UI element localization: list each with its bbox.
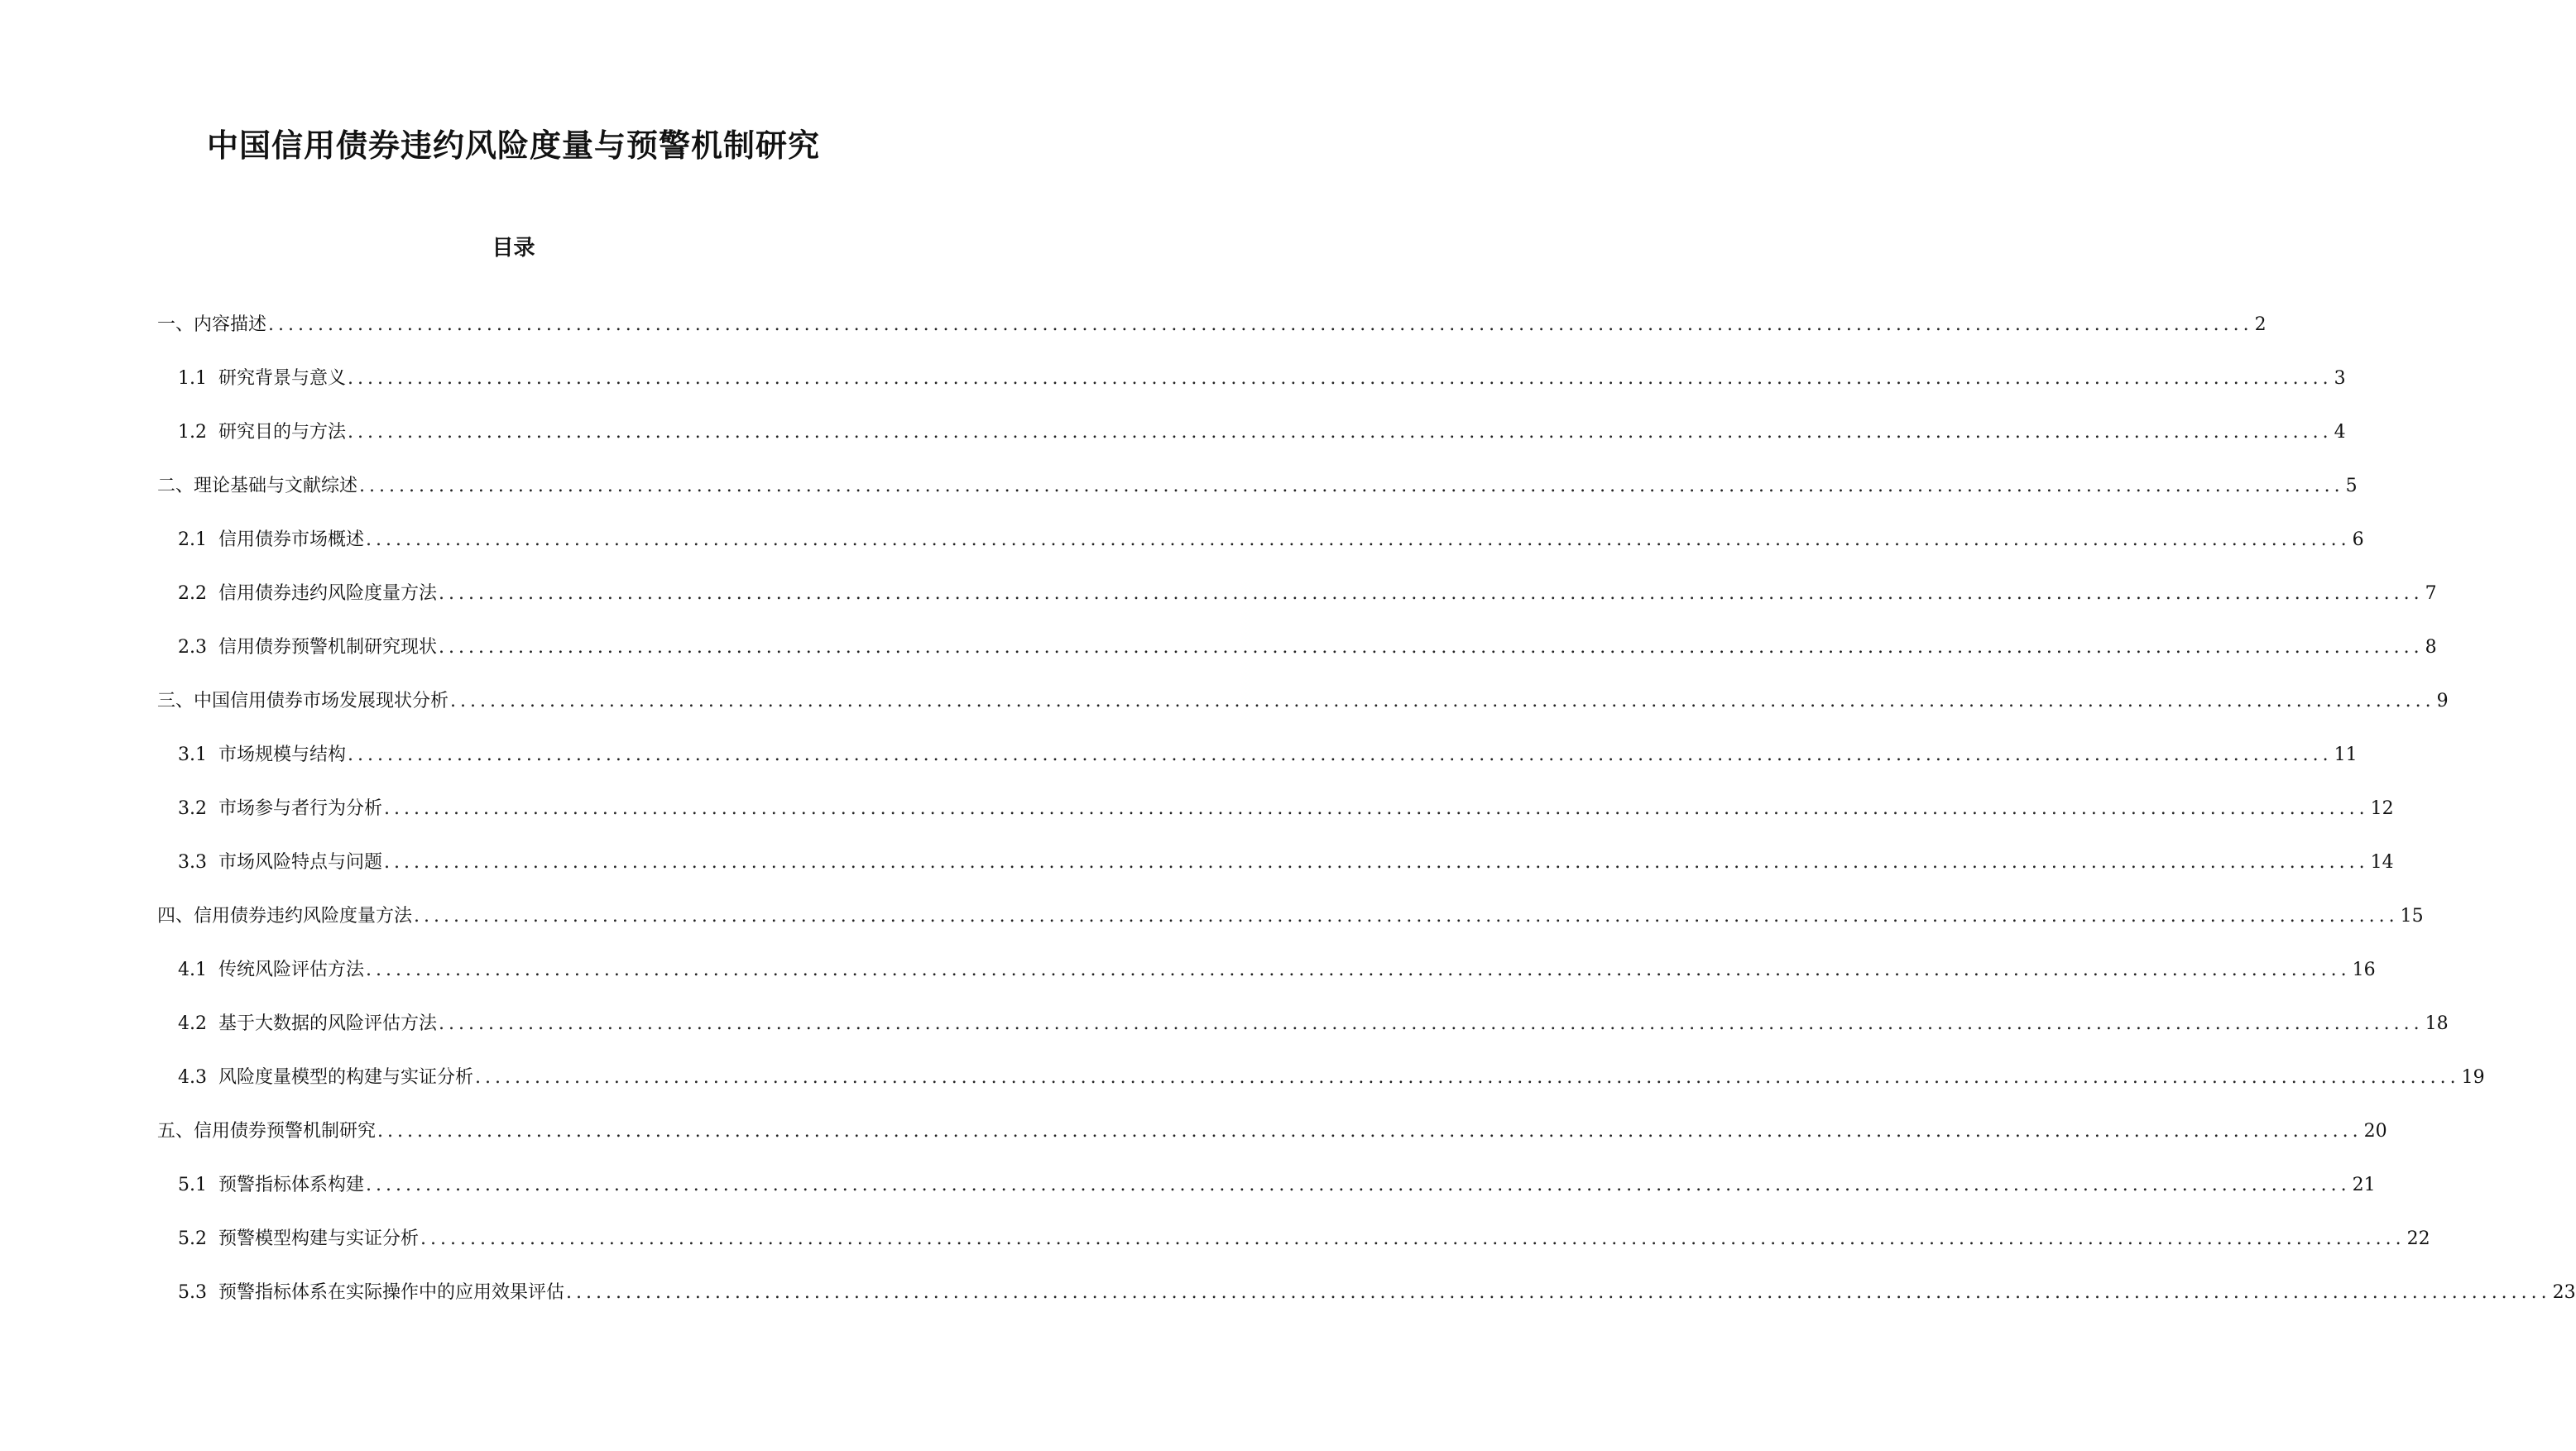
toc-section-number: 2.1 [178,529,207,550]
toc-section-number: 1.2 [178,422,207,443]
toc-entry[interactable] [178,635,2437,689]
toc-section-number: 4.2 [178,1013,207,1034]
toc-page-number: 18 [2425,1013,2449,1034]
toc-page-number: 21 [2352,1175,2376,1195]
toc-section-number: 5.1 [178,1175,207,1195]
toc-page-number: 15 [2400,906,2424,927]
toc-section-number: 3.2 [178,798,207,819]
toc-dot-leader: ........................................................................................................................................................................................................ [366,960,2351,980]
toc-dot-leader: ........................................................................................................................................................................................................ [439,637,2424,658]
toc-dot-leader: ........................................................................................................................................................................................................ [414,906,2399,927]
toc-entry[interactable] [178,528,2364,582]
toc-dot-leader: ........................................................................................................................................................................................................ [439,1013,2424,1034]
toc-entry-text: 三、中国信用债券市场发展现状分析 [157,691,449,711]
toc-entry-text: 预警模型构建与实证分析 [218,1228,420,1249]
toc-entry-text: 二、理论基础与文献综述 [157,476,358,496]
toc-entry-text: 市场风险特点与问题 [218,852,383,873]
toc-page-number: 11 [2334,745,2358,765]
document-title: 中国信用债券违约风险度量与预警机制研究 [206,127,820,164]
toc-entry[interactable] [178,1173,2376,1227]
toc-section-number: 3.1 [178,745,207,765]
toc-dot-leader: ........................................................................................................................................................................................................ [439,583,2424,604]
toc-page-number: 9 [2436,691,2449,711]
toc-page-number: 4 [2334,422,2346,443]
toc-section-number: 4.1 [178,960,207,980]
toc-section-number: 2.2 [178,583,207,604]
toc-page-number: 14 [2370,852,2394,873]
toc-entry[interactable] [157,474,2358,528]
toc-entry[interactable] [178,366,2346,420]
toc-section-number: 2.3 [178,637,207,658]
toc-entry-text: 预警指标体系在实际操作中的应用效果评估 [218,1282,565,1303]
toc-page-number: 19 [2461,1067,2485,1088]
toc-entry[interactable] [157,689,2449,743]
toc-entry[interactable] [157,313,2267,366]
toc-entry[interactable] [178,1066,2485,1119]
toc-entry[interactable] [178,582,2437,635]
toc-entry[interactable] [178,850,2394,904]
toc-dot-leader: ........................................................................................................................................................................................................ [348,422,2333,443]
toc-dot-leader: ........................................................................................................................................................................................................ [384,852,2369,873]
toc-entry-text: 风险度量模型的构建与实证分析 [218,1067,474,1088]
toc-dot-leader: ........................................................................................................................................................................................................ [450,691,2435,711]
toc-entry[interactable] [157,1119,2387,1173]
table-of-contents [0,313,2576,1334]
toc-dot-leader: ........................................................................................................................................................................................................ [366,529,2351,550]
toc-dot-leader: ........................................................................................................................................................................................................ [420,1228,2406,1249]
toc-dot-leader: ........................................................................................................................................................................................................ [566,1282,2551,1303]
toc-entry-text: 基于大数据的风险评估方法 [218,1013,438,1034]
toc-entry[interactable] [178,1281,2576,1334]
toc-page-number: 16 [2352,960,2376,980]
toc-entry-text: 信用债券违约风险度量方法 [218,583,438,604]
toc-entry[interactable] [178,420,2346,474]
toc-section-number: 4.3 [178,1067,207,1088]
toc-section-number: 5.3 [178,1282,207,1303]
toc-page-number: 8 [2425,637,2437,658]
toc-page-number: 5 [2345,476,2358,496]
toc-entry-text: 预警指标体系构建 [218,1175,365,1195]
toc-page-number: 3 [2334,368,2346,389]
toc-entry[interactable] [157,904,2424,958]
toc-entry[interactable] [178,1227,2430,1281]
toc-section-number: 5.2 [178,1228,207,1249]
toc-dot-leader: ........................................................................................................................................................................................................ [348,368,2333,389]
toc-entry-text: 五、信用债券预警机制研究 [157,1121,377,1142]
toc-page-number: 6 [2352,529,2364,550]
toc-entry-text: 传统风险评估方法 [218,960,365,980]
toc-heading: 目录 [492,236,535,261]
toc-entry-text: 市场规模与结构 [218,745,347,765]
toc-dot-leader: ........................................................................................................................................................................................................ [366,1175,2351,1195]
toc-entry[interactable] [178,797,2394,850]
toc-entry-text: 四、信用债券违约风险度量方法 [157,906,413,927]
toc-dot-leader: ........................................................................................................................................................................................................ [384,798,2369,819]
toc-page-number: 12 [2370,798,2394,819]
toc-entry-text: 市场参与者行为分析 [218,798,383,819]
toc-dot-leader: ........................................................................................................................................................................................................ [359,476,2344,496]
toc-page-number: 2 [2254,314,2267,335]
toc-dot-leader: ........................................................................................................................................................................................................ [348,745,2333,765]
toc-section-number: 1.1 [178,368,207,389]
toc-entry[interactable] [178,1012,2449,1066]
toc-entry-text: 一、内容描述 [157,314,267,335]
toc-entry-text: 信用债券市场概述 [218,529,365,550]
toc-dot-leader: ........................................................................................................................................................................................................ [377,1121,2363,1142]
toc-entry-text: 研究背景与意义 [218,368,347,389]
toc-entry-text: 研究目的与方法 [218,422,347,443]
toc-page-number: 23 [2552,1282,2576,1303]
toc-entry[interactable] [178,743,2358,797]
toc-section-number: 3.3 [178,852,207,873]
toc-page-number: 22 [2406,1228,2430,1249]
toc-dot-leader: ........................................................................................................................................................................................................ [475,1067,2460,1088]
toc-dot-leader: ........................................................................................................................................................................................................ [268,314,2253,335]
toc-entry-text: 信用债券预警机制研究现状 [218,637,438,658]
toc-page-number: 7 [2425,583,2437,604]
toc-page-number: 20 [2363,1121,2387,1142]
toc-entry[interactable] [178,958,2376,1012]
